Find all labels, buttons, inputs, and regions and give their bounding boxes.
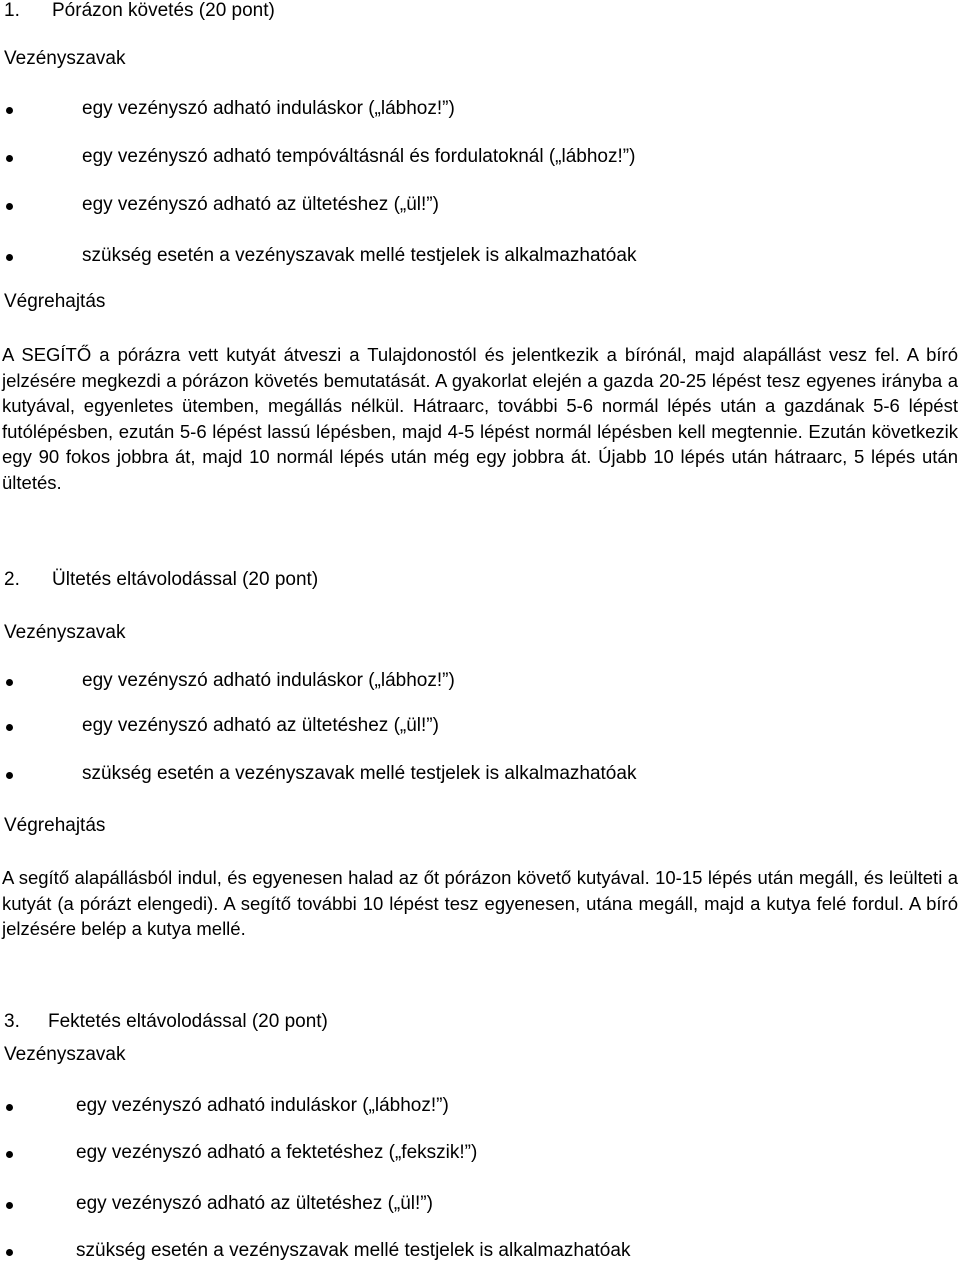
section-3-command-4: szükség esetén a vezényszavak mellé testjelek is alkalmazhatóak: [76, 1240, 631, 1261]
bullet-icon: [6, 203, 16, 213]
bullet-icon: [6, 254, 16, 264]
section-2-execution-text: A segítő alapállásból indul, és egyenesen halad az őt pórázon követő kutyával. 10-15 lépés után megáll, és leülteti a kutyát (a pórázt elengedi). A segítő további 10 lépést tesz egyenesen, utána megáll, majd a kutya felé fordul. A bíró jelzésére belép a kutya mellé.: [2, 867, 958, 939]
section-3-title: Fektetés eltávolodással (20 pont): [48, 1011, 328, 1032]
section-1-execution-label: Végrehajtás: [4, 291, 106, 312]
section-2-number: 2.: [4, 569, 20, 590]
section-1-command-3: egy vezényszó adható az ültetéshez („ül!”): [82, 194, 439, 215]
section-2-execution-label: Végrehajtás: [4, 815, 106, 836]
bullet-icon: [6, 1104, 16, 1114]
section-1-command-1: egy vezényszó adható induláskor („lábhoz!”): [82, 98, 455, 119]
section-3-command-2: egy vezényszó adható a fektetéshez („fekszik!”): [76, 1142, 478, 1163]
bullet-icon: [6, 724, 16, 734]
bullet-icon: [6, 107, 16, 117]
section-3-command-1: egy vezényszó adható induláskor („lábhoz!”): [76, 1095, 449, 1116]
bullet-icon: [6, 155, 16, 165]
section-1-execution-text: A SEGÍTŐ a pórázra vett kutyát átveszi a Tulajdonostól és jelentkezik a bírónál, majd alapállást vesz fel. A bíró jelzésére megkezdi a pórázon követés bemutatását. A gyakorlat elején a gazda 20-25 lépést tesz egyenes irányba a kutyával, egyenletes ütemben, megállás nélkül. Hátraarc, további 5-6 normál lépés után a gazdának 5-6 lépést futólépésben, ezután 5-6 lépést lassú lépésben, majd 4-5 lépést normál lépésben kell megtennie. Ezután következik egy 90 fokos jobbra át, majd 10 normál lépés után még egy jobbra át. Újabb 10 lépés után hátraarc, 5 lépés után ültetés.: [2, 344, 958, 493]
section-1-title: Pórázon követés (20 pont): [52, 0, 275, 21]
bullet-icon: [6, 1151, 16, 1161]
section-1-commands-label: Vezényszavak: [4, 48, 126, 69]
section-2-commands-label: Vezényszavak: [4, 622, 126, 643]
bullet-icon: [6, 772, 16, 782]
section-3-number: 3.: [4, 1011, 20, 1032]
section-1-number: 1.: [4, 0, 20, 21]
section-2-command-1: egy vezényszó adható induláskor („lábhoz!”): [82, 670, 455, 691]
bullet-icon: [6, 679, 16, 689]
section-2-title: Ültetés eltávolodással (20 pont): [52, 569, 319, 590]
bullet-icon: [6, 1202, 16, 1212]
bullet-icon: [6, 1249, 16, 1259]
section-2-command-2: egy vezényszó adható az ültetéshez („ül!”): [82, 715, 439, 736]
section-1-command-2: egy vezényszó adható tempóváltásnál és fordulatoknál („lábhoz!”): [82, 146, 636, 167]
section-2-command-3: szükség esetén a vezényszavak mellé testjelek is alkalmazhatóak: [82, 763, 637, 784]
section-3-command-3: egy vezényszó adható az ültetéshez („ül!”): [76, 1193, 433, 1214]
section-3-commands-label: Vezényszavak: [4, 1044, 126, 1065]
section-1-command-4: szükség esetén a vezényszavak mellé testjelek is alkalmazhatóak: [82, 245, 637, 266]
